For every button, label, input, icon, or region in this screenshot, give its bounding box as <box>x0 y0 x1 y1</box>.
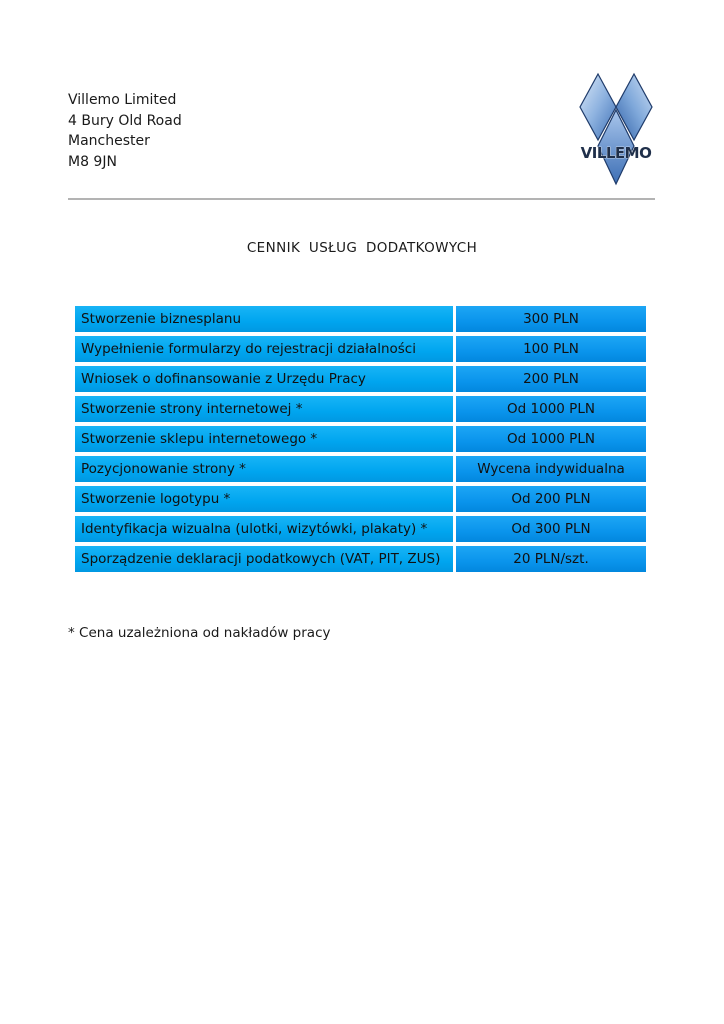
price-row <box>75 456 646 482</box>
service-name: Stworzenie logotypu * <box>75 486 453 512</box>
service-name: Stworzenie biznesplanu <box>75 306 453 332</box>
service-price: 100 PLN <box>456 336 646 362</box>
header-divider <box>68 198 655 200</box>
page-title: CENNIK USŁUG DODATKOWYCH <box>246 240 478 256</box>
company-name: Villemo Limited <box>68 92 177 108</box>
company-address <box>68 90 182 172</box>
price-row <box>75 546 646 572</box>
service-name: Stworzenie sklepu internetowego * <box>75 426 453 452</box>
footnote: * Cena uzależniona od nakładów pracy <box>68 625 331 641</box>
service-name: Pozycjonowanie strony * <box>75 456 453 482</box>
company-street: 4 Bury Old Road <box>68 112 182 129</box>
villemo-logo <box>576 70 656 190</box>
price-table <box>72 302 649 576</box>
service-price: Od 1000 PLN <box>456 426 646 452</box>
price-row <box>75 336 646 362</box>
service-price: Od 200 PLN <box>456 486 646 512</box>
price-row <box>75 486 646 512</box>
service-price: Od 1000 PLN <box>456 396 646 422</box>
service-price: 20 PLN/szt. <box>456 546 646 572</box>
service-price: Od 300 PLN <box>456 516 646 542</box>
service-price: 200 PLN <box>456 366 646 392</box>
service-name: Sporządzenie deklaracji podatkowych (VAT, PIT, ZUS) <box>75 546 453 572</box>
company-city: Manchester <box>68 133 150 149</box>
diamond-logo-icon <box>576 70 656 190</box>
service-name: Stworzenie strony internetowej * <box>75 396 453 422</box>
company-postcode: M8 9JN <box>68 153 117 170</box>
service-name: Identyfikacja wizualna (ulotki, wizytówki, plakaty) * <box>75 516 453 542</box>
logo-text: VILLEMO <box>580 144 652 162</box>
price-row <box>75 366 646 392</box>
service-name: Wniosek o dofinansowanie z Urzędu Pracy <box>75 366 453 392</box>
service-price: 300 PLN <box>456 306 646 332</box>
price-row <box>75 396 646 422</box>
price-row <box>75 306 646 332</box>
service-price: Wycena indywidualna <box>456 456 646 482</box>
service-name: Wypełnienie formularzy do rejestracji działalności <box>75 336 453 362</box>
price-row <box>75 516 646 542</box>
price-row <box>75 426 646 452</box>
